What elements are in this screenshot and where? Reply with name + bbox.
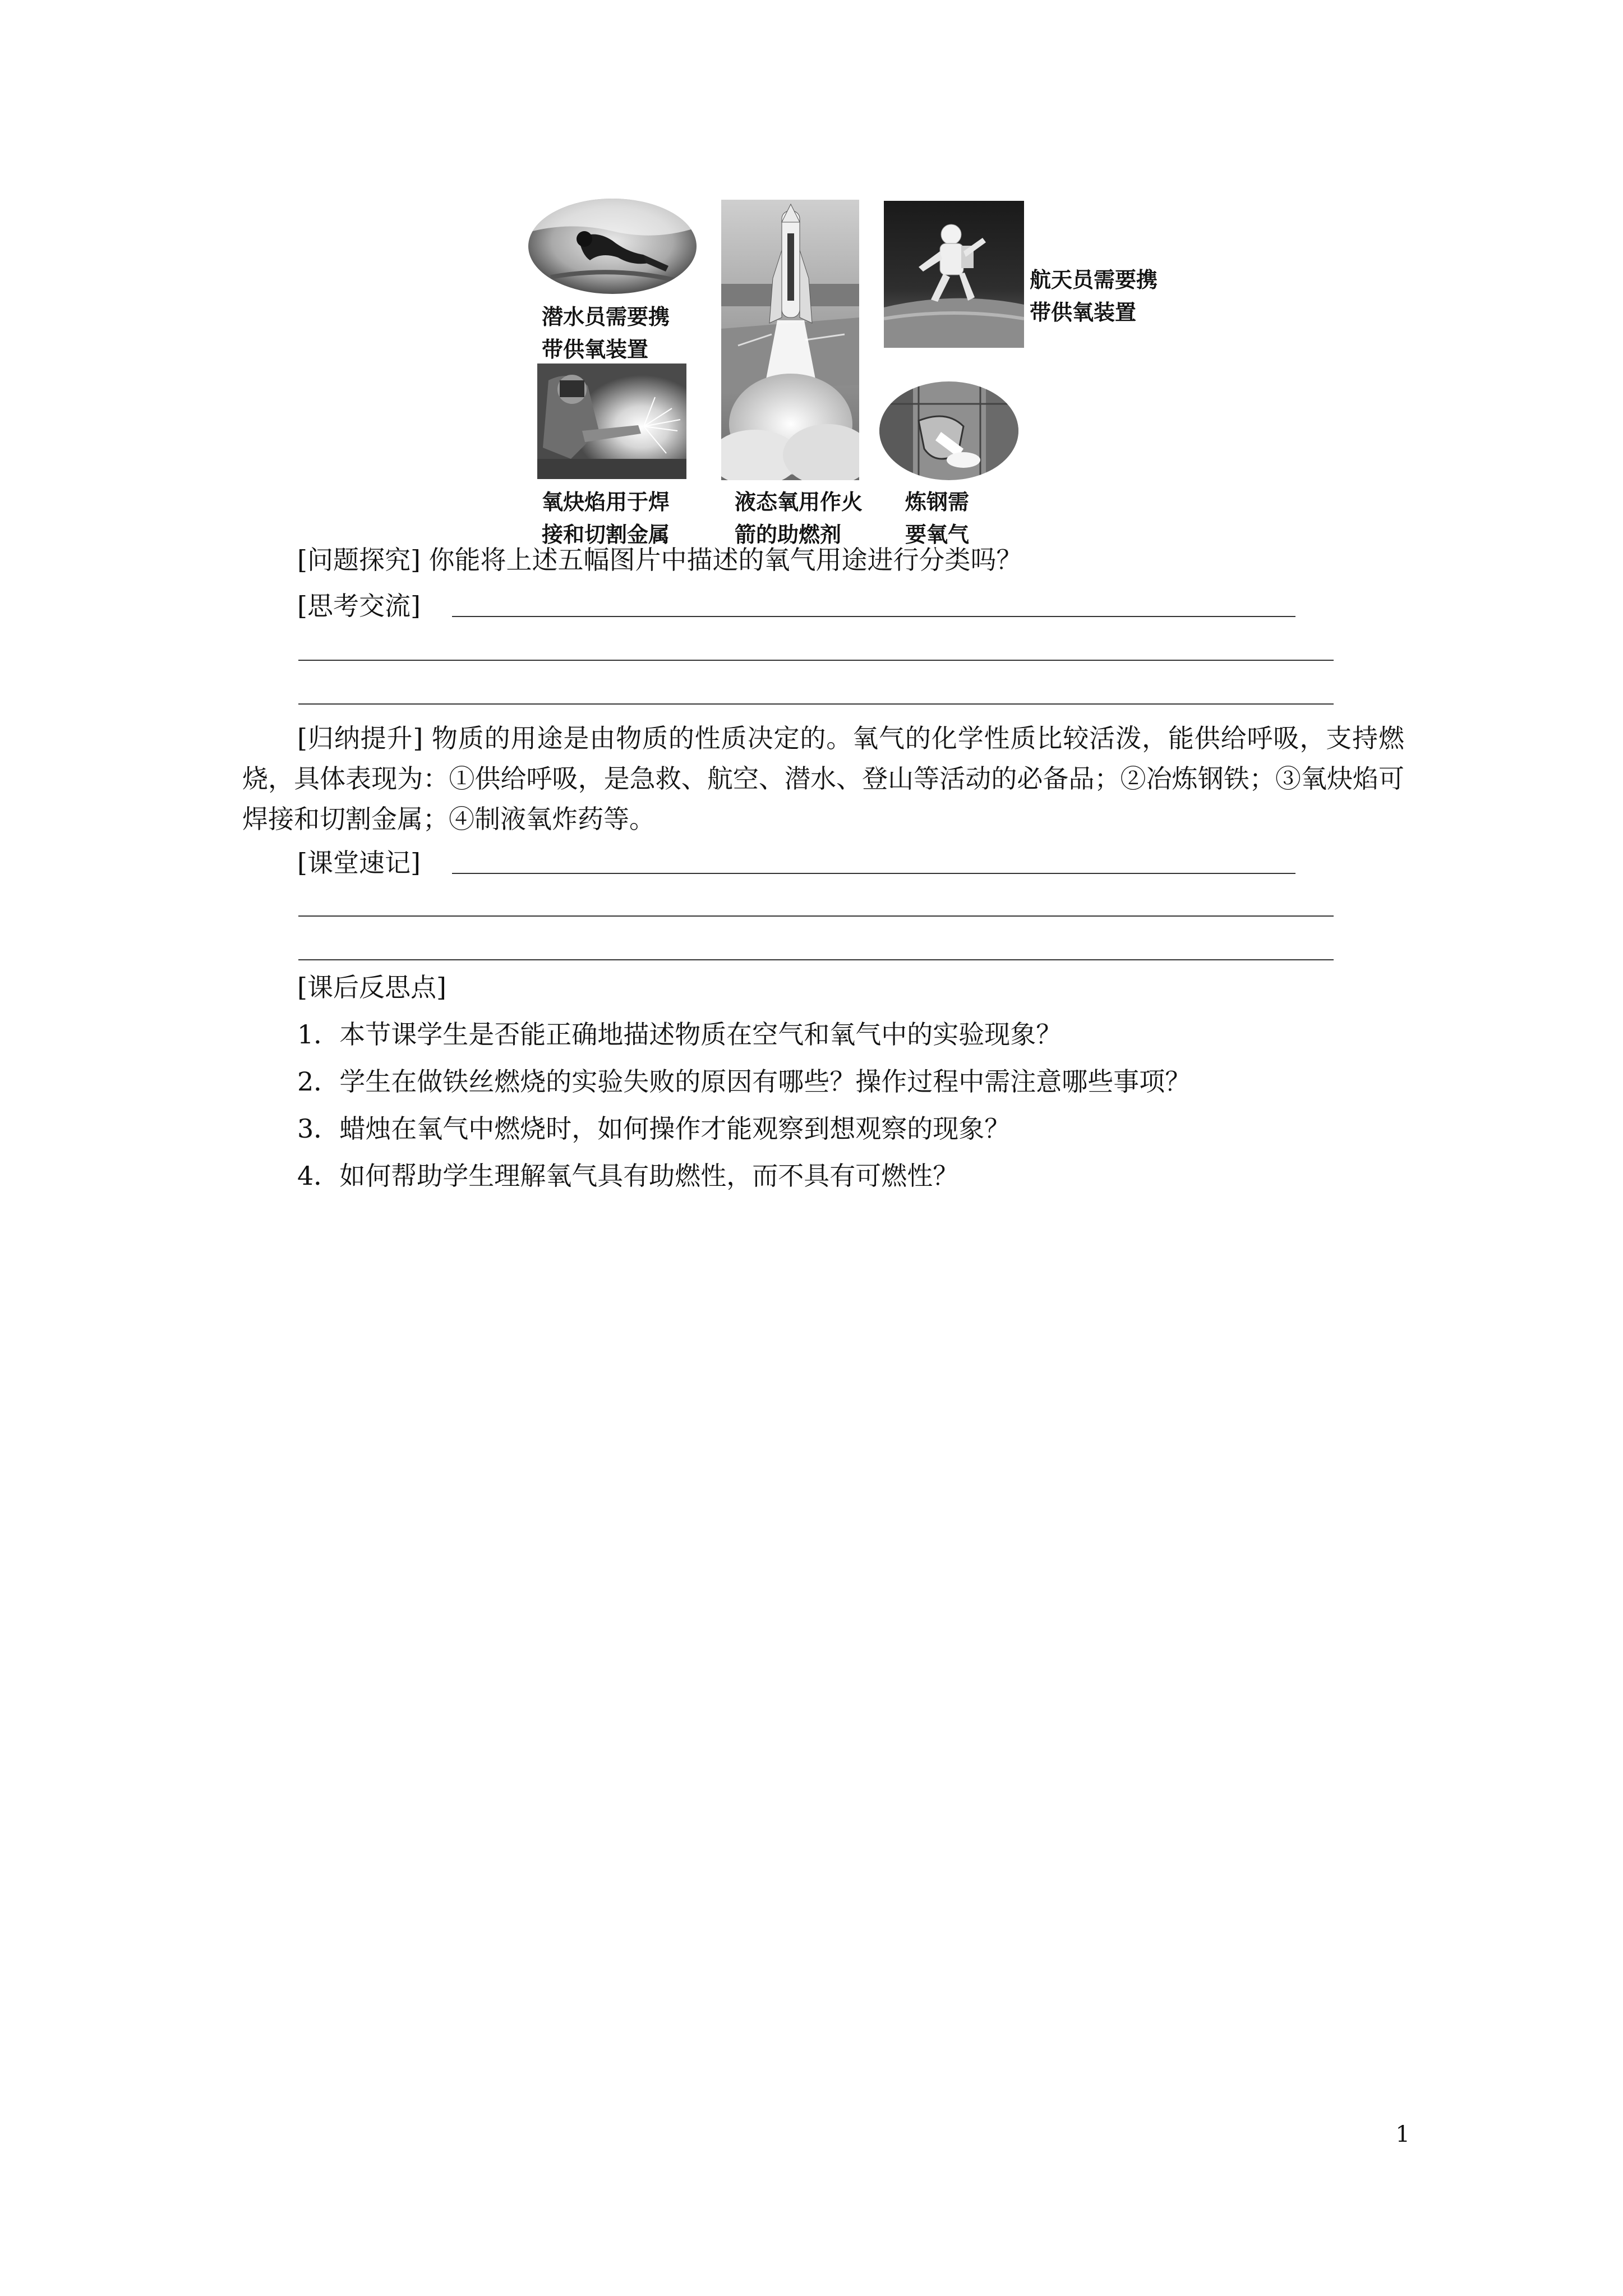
steelmaking-photo bbox=[879, 381, 1018, 480]
rocket-caption bbox=[735, 486, 863, 551]
steel-caption-line-1: 炼钢需 bbox=[905, 490, 970, 514]
notes-label: [课堂速记] bbox=[297, 848, 421, 878]
notes-line-2[interactable] bbox=[298, 915, 1334, 917]
reflection-label: [课后反思点] bbox=[297, 972, 446, 1002]
page-number: 1 bbox=[1395, 2122, 1410, 2147]
inquiry-question: [问题探究] 你能将上述五幅图片中描述的氧气用途进行分类吗？ bbox=[297, 545, 1022, 575]
diver-caption-line-2: 带供氧装置 bbox=[542, 337, 649, 362]
welding-caption-line-1: 氧炔焰用于焊 bbox=[542, 490, 670, 514]
rocket-photo bbox=[721, 200, 859, 480]
diver-caption-line-1: 潜水员需要携 bbox=[542, 305, 670, 329]
reflection-item: 3．蜡烛在氧气中燃烧时，如何操作才能观察到想观察的现象？ bbox=[297, 1114, 1011, 1144]
discussion-answer-line-3[interactable] bbox=[298, 703, 1334, 705]
diver-photo bbox=[528, 199, 697, 294]
reflection-item: 1．本节课学生是否能正确地描述物质在空气和氧气中的实验现象？ bbox=[297, 1019, 1062, 1050]
diver-caption bbox=[542, 301, 670, 366]
notes-line-1[interactable] bbox=[452, 873, 1295, 874]
astronaut-caption-line-2: 带供氧装置 bbox=[1030, 300, 1137, 325]
discussion-answer-line-1[interactable] bbox=[452, 616, 1295, 617]
rocket-caption-line-1: 液态氧用作火 bbox=[735, 490, 863, 514]
welding-caption bbox=[542, 486, 670, 551]
reflection-item: 2．学生在做铁丝燃烧的实验失败的原因有哪些？操作过程中需注意哪些事项？ bbox=[297, 1066, 1191, 1097]
summary-paragraph: [归纳提升] 物质的用途是由物质的性质决定的。氧气的化学性质比较活泼，能供给呼吸，支持燃烧，具体表现为：①供给呼吸，是急救、航空、潜水、登山等活动的必备品；②冶炼钢铁；③氧炔焰可焊接和切割金属；④制液氧炸药等。 bbox=[242, 723, 1404, 834]
notes-line-3[interactable] bbox=[298, 959, 1334, 960]
rocket-caption-line-2: 箭的助燃剂 bbox=[735, 522, 842, 547]
welding-caption-line-2: 接和切割金属 bbox=[542, 522, 670, 547]
steel-caption bbox=[905, 486, 969, 551]
astronaut-photo bbox=[884, 201, 1024, 348]
discussion-answer-line-2[interactable] bbox=[298, 660, 1334, 661]
discussion-label: [思考交流] bbox=[297, 591, 421, 621]
astronaut-caption-line-1: 航天员需要携 bbox=[1030, 268, 1158, 292]
steel-caption-line-2: 要氧气 bbox=[905, 522, 970, 547]
welding-photo bbox=[537, 364, 686, 479]
reflection-item: 4．如何帮助学生理解氧气具有助燃性，而不具有可燃性？ bbox=[297, 1161, 959, 1191]
astronaut-caption bbox=[1030, 264, 1158, 329]
